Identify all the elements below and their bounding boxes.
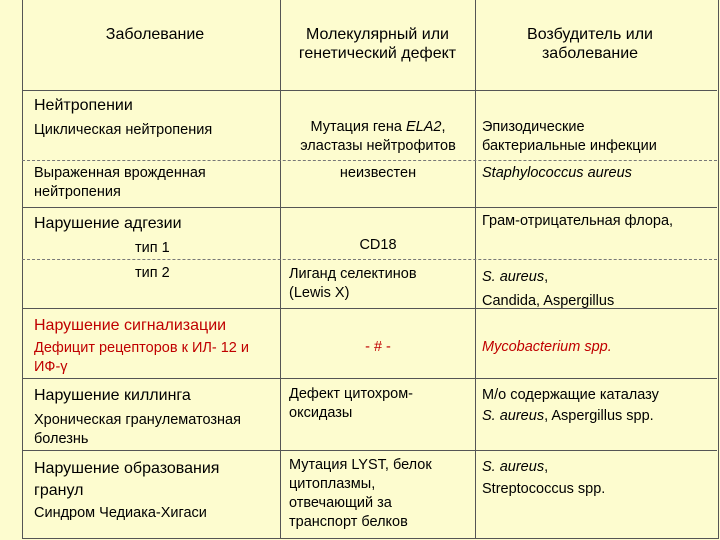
name-line2: болезнь bbox=[34, 431, 89, 447]
header-disease: Заболевание bbox=[105, 26, 205, 43]
pathogen-comma: , bbox=[544, 269, 549, 285]
disease-signaling bbox=[34, 339, 249, 377]
pathogen-adhesion-type2 bbox=[482, 265, 614, 313]
defect-line3: отвечающий за bbox=[289, 495, 392, 511]
defect-line2: цитоплазмы, bbox=[289, 476, 376, 492]
pathogen-italic: S. aureus bbox=[482, 269, 545, 285]
section-title-killing: Нарушение киллинга bbox=[34, 387, 191, 404]
defect-killing bbox=[289, 385, 413, 423]
header-divider bbox=[22, 90, 717, 91]
defect-line1: Лиганд селектинов bbox=[289, 266, 417, 282]
pathogen-line1: М/о содержащие каталазу bbox=[482, 387, 659, 403]
pathogen-italic: S. aureus bbox=[482, 408, 545, 424]
defect-congenital-neutropenia: неизвестен bbox=[339, 165, 417, 181]
pathogen-line1: Эпизодические bbox=[482, 119, 585, 135]
pathogen-signaling: Mycobacterium spp. bbox=[482, 339, 612, 355]
section-title-granules bbox=[34, 458, 219, 502]
gene-name: ELA2 bbox=[405, 119, 442, 135]
section-title-signaling: Нарушение сигнализации bbox=[34, 317, 227, 334]
disease-cyclic-neutropenia: Циклическая нейтропения bbox=[34, 122, 213, 138]
pathogen-cyclic-neutropenia bbox=[482, 118, 657, 156]
pathogen-granules bbox=[482, 456, 605, 500]
disease-adhesion-type2: тип 2 bbox=[135, 265, 170, 281]
defect-cyclic-neutropenia bbox=[282, 118, 474, 156]
pathogen-italic: S. aureus bbox=[482, 459, 545, 475]
column-divider-1 bbox=[280, 0, 281, 538]
defect-line4: транспорт белков bbox=[289, 514, 408, 530]
pathogen-line2: Candida, Aspergillus bbox=[482, 293, 615, 309]
header-pathogen: Возбудитель или заболевание bbox=[527, 26, 653, 62]
section-divider bbox=[22, 450, 717, 451]
disease-granules: Синдром Чедиака-Хигаси bbox=[34, 505, 207, 521]
section-title-neutropenia: Нейтропении bbox=[34, 97, 133, 114]
defect-line1: Мутация LYST, белок bbox=[289, 457, 432, 473]
title-line2: гранул bbox=[34, 482, 84, 499]
defect-adhesion-type1: CD18 bbox=[359, 237, 397, 253]
name-line2: ИФ-γ bbox=[34, 359, 68, 375]
defect-line1: Дефект цитохром- bbox=[289, 386, 414, 402]
defect-prefix: Мутация гена bbox=[310, 119, 406, 135]
header-defect: Молекулярный или генетический дефект bbox=[298, 26, 457, 62]
disease-congenital-neutropenia bbox=[34, 164, 206, 202]
pathogen-line2: Streptococcus spp. bbox=[482, 481, 606, 497]
name-line1: Дефицит рецепторов к ИЛ- 12 и bbox=[34, 340, 250, 356]
defect-signaling: - # - bbox=[365, 339, 391, 355]
pathogen-rest: , Aspergillus spp. bbox=[544, 408, 654, 424]
defect-line2: эластазы нейтрофитов bbox=[300, 138, 456, 154]
defect-suffix: , bbox=[441, 119, 446, 135]
section-divider bbox=[22, 378, 717, 379]
section-divider bbox=[22, 207, 717, 208]
name-line2: нейтропения bbox=[34, 184, 121, 200]
pathogen-line2: бактериальные инфекции bbox=[482, 138, 657, 154]
title-line1: Нарушение образования bbox=[34, 460, 220, 477]
pathogen-comma: , bbox=[544, 459, 549, 475]
row-divider bbox=[22, 160, 717, 161]
row-divider bbox=[22, 259, 717, 260]
disease-adhesion-type1: тип 1 bbox=[135, 240, 170, 256]
column-divider-2 bbox=[475, 0, 476, 538]
defect-line2: оксидазы bbox=[289, 405, 353, 421]
disease-killing bbox=[34, 411, 241, 449]
pathogen-adhesion-general: Грам-отрицательная флора, bbox=[482, 213, 674, 229]
defect-granules bbox=[289, 456, 432, 532]
section-title-adhesion: Нарушение адгезии bbox=[34, 215, 182, 232]
pathogen-congenital-neutropenia: Staphylococcus aureus bbox=[482, 165, 632, 181]
name-line1: Выраженная врожденная bbox=[34, 165, 206, 181]
defect-line2: (Lewis X) bbox=[289, 285, 350, 301]
pathogen-killing bbox=[482, 385, 659, 427]
defect-adhesion-type2 bbox=[289, 265, 417, 303]
name-line1: Хроническая гранулематозная bbox=[34, 412, 241, 428]
